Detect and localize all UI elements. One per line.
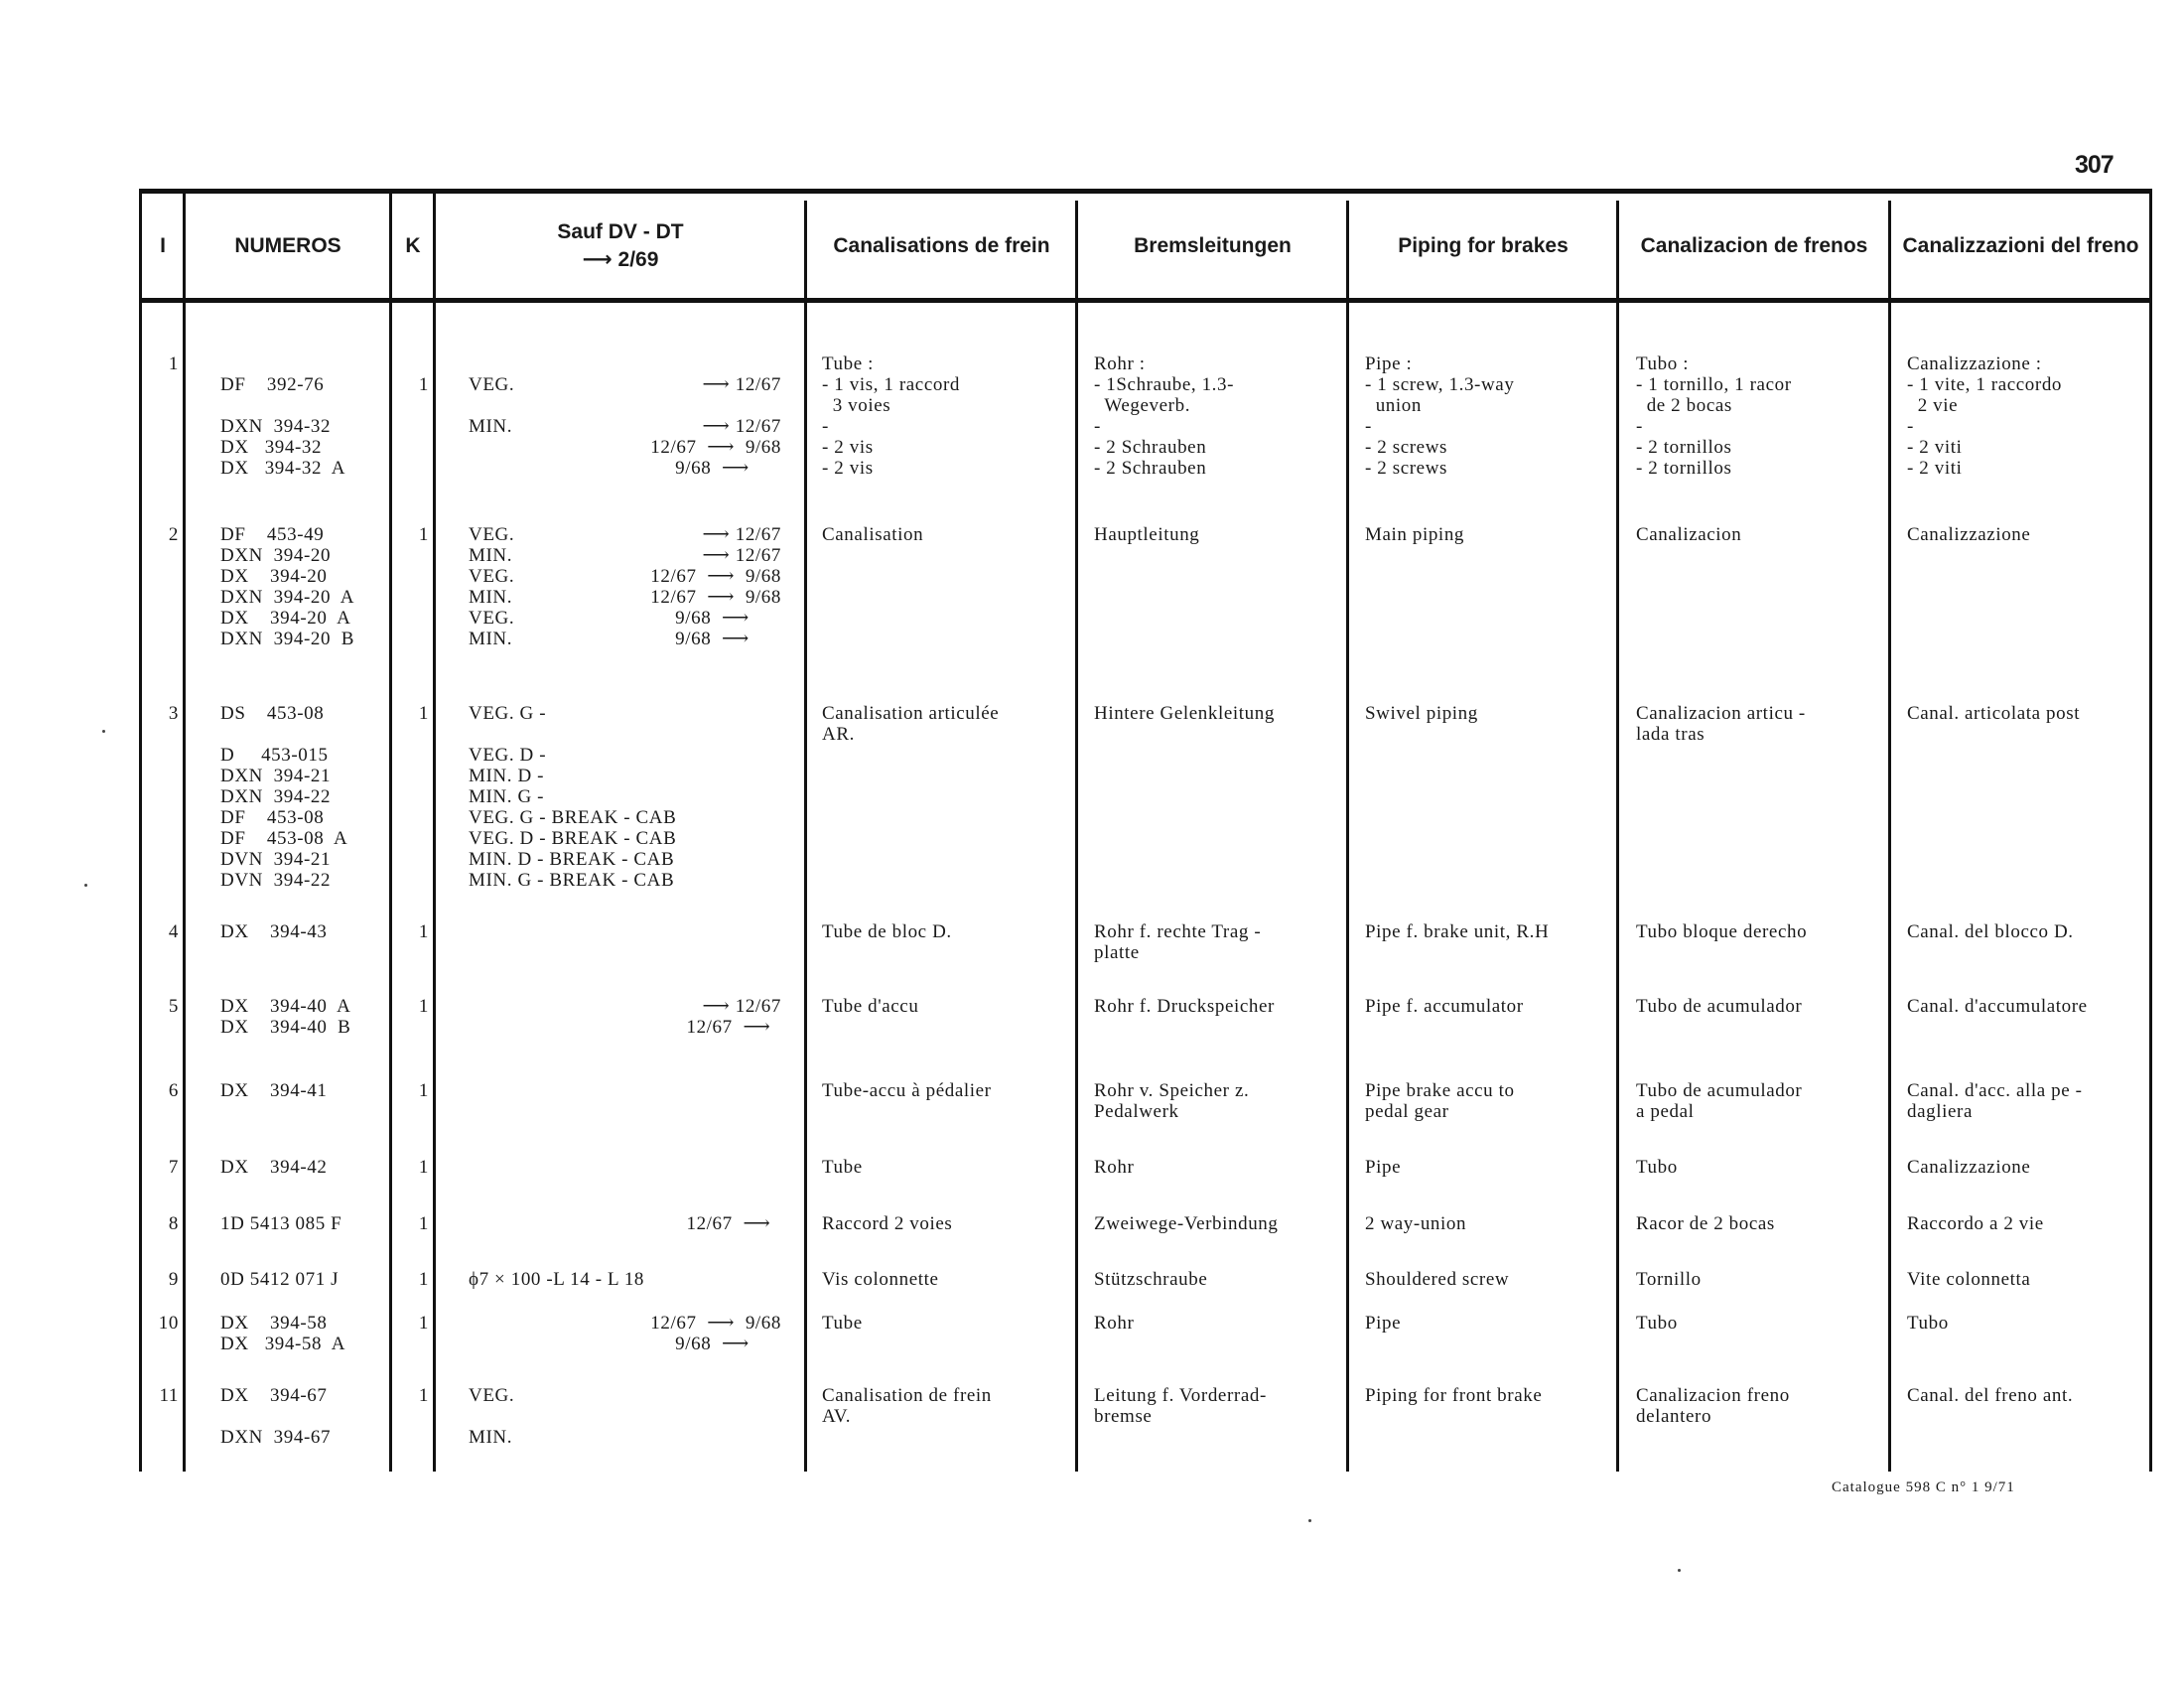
- cell-k: 1: [418, 1269, 429, 1290]
- cell-fr: Raccord 2 voies: [822, 1213, 953, 1234]
- cell-dates: 12/67 ⟶ 9/68 9/68 ⟶: [650, 1313, 781, 1354]
- cell-de: Zweiwege-Verbindung: [1094, 1213, 1279, 1234]
- cell-fr: Tube : - 1 vis, 1 raccord 3 voies - - 2 vis - 2 vis: [822, 353, 961, 479]
- cell-fr: Tube: [822, 1313, 863, 1334]
- cell-model: VEG. MIN.: [469, 1385, 515, 1448]
- arrow-icon: ⟶: [582, 248, 613, 271]
- column-rule: [1616, 201, 1619, 1472]
- table-top-rule: [139, 189, 2152, 194]
- cell-numeros: DX 394-40 A DX 394-40 B: [220, 996, 351, 1038]
- parts-table: [139, 189, 2152, 1472]
- cell-de: Rohr f. rechte Trag - platte: [1094, 921, 1262, 963]
- cell-it: Tubo: [1907, 1313, 1949, 1334]
- column-rule: [183, 189, 186, 1472]
- cell-de: Rohr f. Druckspeicher: [1094, 996, 1275, 1017]
- column-rule: [1075, 201, 1078, 1472]
- cell-dates: ⟶ 12/67 ⟶ 12/67 12/67 ⟶ 9/68 12/67 ⟶ 9/68 9/68 ⟶ 9/68 ⟶: [650, 524, 781, 649]
- header-sauf-line1: Sauf DV - DT: [557, 219, 684, 243]
- column-rule: [1888, 201, 1891, 1472]
- header-k: K: [405, 233, 421, 257]
- header-es: Canalizacion de frenos: [1640, 233, 1868, 257]
- cell-numeros: 0D 5412 071 J: [220, 1269, 340, 1290]
- cell-fr: Tube de bloc D.: [822, 921, 952, 942]
- cell-en: Pipe f. brake unit, R.H: [1365, 921, 1550, 942]
- cell-de: Stützschraube: [1094, 1269, 1208, 1290]
- scan-speck: [84, 884, 87, 887]
- cell-es: Tubo de acumulador: [1636, 996, 1803, 1017]
- cell-numeros: DX 394-41: [220, 1080, 328, 1101]
- cell-it: Canal. d'acc. alla pe - dagliera: [1907, 1080, 2083, 1122]
- column-rule: [139, 189, 142, 1472]
- cell-model: VEG. G - VEG. D - MIN. D - MIN. G - VEG. G - BREAK - CAB VEG. D - BREAK - CAB MIN. D - BREAK - CAB MIN. G - BREAK - CAB: [469, 703, 677, 891]
- cell-en: Pipe: [1365, 1157, 1402, 1178]
- cell-index: 7: [168, 1157, 179, 1178]
- cell-it: Canalizzazione: [1907, 1157, 2031, 1178]
- scan-speck: [1678, 1569, 1681, 1572]
- header-sauf-line2-wrap: [583, 246, 659, 274]
- cell-index: 3: [168, 703, 179, 724]
- scan-speck: [1308, 1519, 1311, 1522]
- column-rule: [389, 189, 392, 1472]
- cell-model: VEG. MIN. VEG. MIN. VEG. MIN.: [469, 524, 515, 649]
- column-rule: [804, 201, 807, 1472]
- cell-k: 1: [418, 1157, 429, 1178]
- column-rule: [1346, 201, 1349, 1472]
- cell-en: Pipe f. accumulator: [1365, 996, 1524, 1017]
- header-en: Piping for brakes: [1398, 233, 1569, 257]
- cell-es: Tubo: [1636, 1157, 1678, 1178]
- cell-index: 11: [159, 1385, 179, 1406]
- header-numeros: NUMEROS: [234, 233, 341, 257]
- cell-es: Tornillo: [1636, 1269, 1702, 1290]
- cell-k: 1: [418, 524, 429, 545]
- cell-de: Hintere Gelenkleitung: [1094, 703, 1275, 724]
- cell-fr: Tube: [822, 1157, 863, 1178]
- header-sauf: [437, 195, 804, 298]
- cell-numeros: 1D 5413 085 F: [220, 1213, 342, 1234]
- cell-index: 6: [168, 1080, 179, 1101]
- cell-index: 5: [168, 996, 179, 1017]
- header-it: Canalizzazioni del freno: [1902, 233, 2139, 257]
- cell-es: Canalizacion: [1636, 524, 1742, 545]
- cell-model: ϕ7 × 100 -L 14 - L 18: [469, 1269, 645, 1290]
- cell-de: Rohr v. Speicher z. Pedalwerk: [1094, 1080, 1250, 1122]
- header-de: Bremsleitungen: [1134, 233, 1292, 257]
- cell-de: Hauptleitung: [1094, 524, 1200, 545]
- cell-fr: Canalisation articulée AR.: [822, 703, 1000, 745]
- cell-en: Pipe: [1365, 1313, 1402, 1334]
- cell-index: 9: [168, 1269, 179, 1290]
- cell-dates: ⟶ 12/67 ⟶ 12/67 12/67 ⟶ 9/68 9/68 ⟶: [650, 374, 781, 479]
- cell-numeros: DX 394-42: [220, 1157, 328, 1178]
- cell-k: 1: [418, 921, 429, 942]
- cell-de: Leitung f. Vorderrad- bremse: [1094, 1385, 1267, 1427]
- cell-es: Racor de 2 bocas: [1636, 1213, 1775, 1234]
- cell-k: 1: [418, 703, 429, 724]
- catalogue-footer: Catalogue 598 C n° 1 9/71: [1832, 1479, 2015, 1495]
- cell-en: Main piping: [1365, 524, 1465, 545]
- cell-it: Canal. del freno ant.: [1907, 1385, 2074, 1406]
- cell-it: Canalizzazione: [1907, 524, 2031, 545]
- cell-k: 1: [418, 1385, 429, 1406]
- cell-fr: Canalisation de frein AV.: [822, 1385, 992, 1427]
- cell-index: 8: [168, 1213, 179, 1234]
- cell-es: Canalizacion freno delantero: [1636, 1385, 1790, 1427]
- cell-k: 1: [418, 374, 429, 395]
- cell-fr: Canalisation: [822, 524, 924, 545]
- cell-es: Tubo de acumulador a pedal: [1636, 1080, 1803, 1122]
- cell-index: 4: [168, 921, 179, 942]
- cell-fr: Vis colonnette: [822, 1269, 939, 1290]
- cell-it: Canal. del blocco D.: [1907, 921, 2074, 942]
- cell-fr: Tube d'accu: [822, 996, 919, 1017]
- table-header-rule: [139, 298, 2152, 303]
- cell-en: Pipe : - 1 screw, 1.3-way union - - 2 screws - 2 screws: [1365, 353, 1515, 479]
- cell-index: 10: [158, 1313, 179, 1334]
- cell-it: Canal. d'accumulatore: [1907, 996, 2088, 1017]
- cell-dates: 12/67 ⟶: [686, 1213, 781, 1234]
- cell-model: VEG. MIN.: [469, 374, 515, 437]
- cell-de: Rohr: [1094, 1313, 1135, 1334]
- cell-k: 1: [418, 1080, 429, 1101]
- cell-numeros: DX 394-58 DX 394-58 A: [220, 1313, 346, 1354]
- cell-de: Rohr : - 1Schraube, 1.3- Wegeverb. - - 2 Schrauben - 2 Schrauben: [1094, 353, 1235, 479]
- cell-k: 1: [418, 996, 429, 1017]
- cell-en: Shouldered screw: [1365, 1269, 1510, 1290]
- cell-es: Tubo bloque derecho: [1636, 921, 1808, 942]
- cell-numeros: DX 394-43: [220, 921, 328, 942]
- cell-fr: Tube-accu à pédalier: [822, 1080, 992, 1101]
- cell-en: Pipe brake accu to pedal gear: [1365, 1080, 1515, 1122]
- cell-en: Swivel piping: [1365, 703, 1478, 724]
- cell-numeros: DX 394-67 DXN 394-67: [220, 1385, 332, 1448]
- cell-numeros: DS 453-08 D 453-015 DXN 394-21 DXN 394-22 DF 453-08 DF 453-08 A DVN 394-21 DVN 394-22: [220, 703, 348, 891]
- cell-k: 1: [418, 1313, 429, 1334]
- cell-it: Vite colonnetta: [1907, 1269, 2031, 1290]
- cell-es: Tubo: [1636, 1313, 1678, 1334]
- cell-it: Raccordo a 2 vie: [1907, 1213, 2044, 1234]
- scan-speck: [102, 730, 105, 733]
- cell-k: 1: [418, 1213, 429, 1234]
- cell-es: Tubo : - 1 tornillo, 1 racor de 2 bocas - - 2 tornillos - 2 tornillos: [1636, 353, 1792, 479]
- header-sauf-line2: 2/69: [617, 248, 659, 271]
- cell-en: 2 way-union: [1365, 1213, 1467, 1234]
- cell-numeros: DF 453-49 DXN 394-20 DX 394-20 DXN 394-20 A DX 394-20 A DXN 394-20 B: [220, 524, 355, 649]
- cell-dates: ⟶ 12/67 12/67 ⟶: [686, 996, 781, 1038]
- page-number: 307: [2075, 151, 2114, 179]
- header-index: I: [160, 233, 166, 257]
- cell-de: Rohr: [1094, 1157, 1135, 1178]
- header-fr: Canalisations de frein: [833, 233, 1050, 257]
- cell-index: 1: [168, 353, 179, 374]
- cell-it: Canal. articolata post: [1907, 703, 2081, 724]
- cell-index: 2: [168, 524, 179, 545]
- cell-numeros: DF 392-76 DXN 394-32 DX 394-32 DX 394-32 A: [220, 374, 346, 479]
- cell-es: Canalizacion articu - lada tras: [1636, 703, 1806, 745]
- cell-it: Canalizzazione : - 1 vite, 1 raccordo 2 vie - - 2 viti - 2 viti: [1907, 353, 2063, 479]
- column-rule: [433, 189, 436, 1472]
- cell-en: Piping for front brake: [1365, 1385, 1543, 1406]
